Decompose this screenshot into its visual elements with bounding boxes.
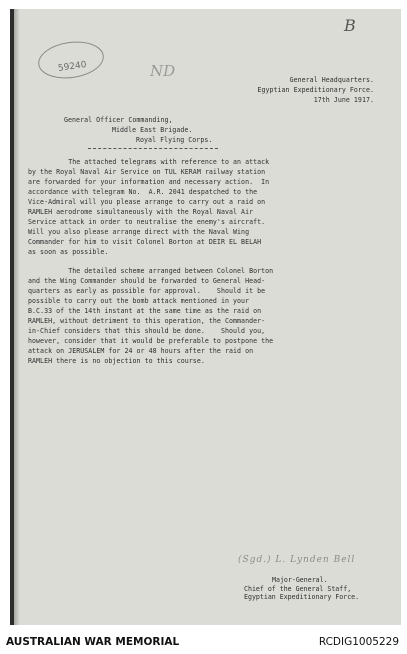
letter-line: quarters as early as possible for approval. Should it be <box>28 286 266 295</box>
paragraph-1 <box>28 157 374 258</box>
separator-rule <box>88 148 218 149</box>
letter-line: The detailed scheme arranged between Colonel Borton <box>28 266 274 275</box>
letter-line: however, consider that it would be preferable to postpone the <box>28 337 274 346</box>
letterhead <box>28 75 374 105</box>
registry-stamp-number: 59240 <box>57 60 88 74</box>
letter-date: 17th June 1917. <box>313 96 374 105</box>
letter-line: by the Royal Naval Air Service on TUL KERAM railway station <box>28 167 266 176</box>
signature-line-2: Chief of the General Staff, <box>244 584 352 593</box>
addressee-line-3: Royal Flying Corps. <box>136 136 213 145</box>
addressee-line-1: General Officer Commanding, <box>64 116 173 125</box>
letter-line: possible to carry out the bomb attack mentioned in your <box>28 296 250 305</box>
letter-line: attack on JERUSALEM for 24 or 48 hours after the raid on <box>28 347 254 356</box>
letter-line: Commander for him to visit Colonel Borton at DEIR EL BELAH <box>28 238 262 247</box>
letterhead-line-1: General Headquarters. <box>289 76 374 84</box>
letter-line: RAMLEH aerodrome simultaneously with the Royal Naval Air <box>28 208 254 217</box>
letter-line: B.C.33 of the 14th instant at the same time as the raid on <box>28 306 262 315</box>
letter-line: RAMLEH there is no objection to this course. <box>28 357 205 366</box>
letter-line: and the Wing Commander should be forwarded to General Head- <box>28 276 266 285</box>
signature-title: Major-General. <box>272 576 328 584</box>
archive-credit: AUSTRALIAN WAR MEMORIAL <box>6 636 180 648</box>
addressee-line-2: Middle East Brigade. <box>112 126 193 135</box>
signature-block <box>244 576 359 602</box>
letter-line: Service attack in order to neutralise the enemy's aircraft. <box>28 218 266 227</box>
page-binding-shadow <box>14 9 20 625</box>
handwritten-mark-b: B <box>344 16 356 35</box>
letter-line: RAMLEH, without detriment to this operation, the Commander- <box>28 316 266 325</box>
handwritten-initials: ND <box>150 62 176 80</box>
letterhead-line-2: Egyptian Expeditionary Force. <box>257 86 374 95</box>
letter-body <box>28 75 374 366</box>
archive-id: RCDIG1005229 <box>318 636 399 648</box>
letter-line: accordance with telegram No. A.R. 2041 despatched to the <box>28 187 258 196</box>
paragraph-2 <box>28 266 374 367</box>
letter-line: as soon as possible. <box>28 248 109 257</box>
letter-line: are forwarded for your information and necessary action. In <box>28 177 270 186</box>
letter-line: The attached telegrams with reference to an attack <box>28 157 270 166</box>
letter-line: Will you also please arrange direct with the Naval Wing <box>28 228 250 237</box>
handwritten-signature: (Sgd.) L. Lynden Bell <box>238 555 356 565</box>
letter-line: Vice-Admiral will you please arrange to carry out a raid on <box>28 197 266 206</box>
addressee-block <box>64 115 374 145</box>
signature-line-3: Egyptian Expeditionary Force. <box>244 593 360 601</box>
letter-line: in-Chief considers that this should be done. Should you, <box>28 327 266 336</box>
